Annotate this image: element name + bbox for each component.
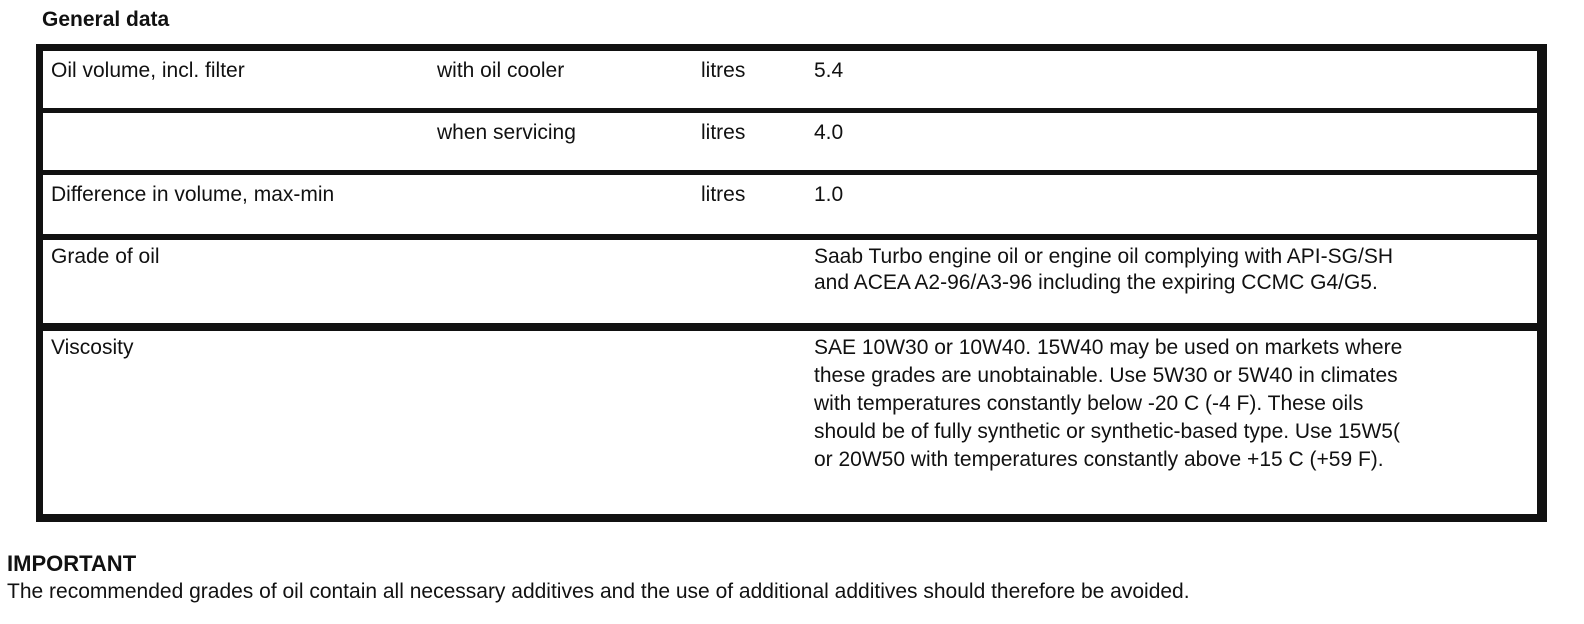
row-value: 4.0 (814, 121, 844, 144)
row-unit: litres (701, 59, 746, 82)
row-value-line: these grades are unobtainable. Use 5W30 or 5W40 in climates (814, 364, 1398, 387)
row-condition: with oil cooler (437, 59, 565, 82)
row-label: Grade of oil (51, 245, 160, 268)
row-value: 1.0 (814, 183, 844, 206)
row-label: Difference in volume, max-min (51, 183, 335, 206)
row-unit: litres (701, 183, 746, 206)
table-row (43, 51, 1537, 108)
important-heading: IMPORTANT (7, 551, 137, 576)
row-value: 5.4 (814, 59, 844, 82)
table-row (43, 175, 1537, 234)
table-row (43, 113, 1537, 170)
row-value-line: with temperatures constantly below -20 C (-4 F). These oils (814, 392, 1364, 415)
row-label: Oil volume, incl. filter (51, 59, 245, 82)
row-value-line: should be of fully synthetic or synthetic-based type. Use 15W5( (814, 420, 1400, 443)
row-label: Viscosity (51, 336, 134, 359)
row-condition: when servicing (437, 121, 576, 144)
table-row (43, 331, 1537, 514)
row-value-line: SAE 10W30 or 10W40. 15W40 may be used on markets where (814, 336, 1403, 359)
row-value-line: Saab Turbo engine oil or engine oil complying with API-SG/SH (814, 245, 1393, 268)
oil-data-table (36, 44, 1547, 522)
table-row (43, 240, 1537, 323)
row-value-line: or 20W50 with temperatures constantly above +15 C (+59 F). (814, 448, 1384, 471)
important-text: The recommended grades of oil contain all necessary additives and the use of additional additives should therefore be avoided. (7, 580, 1190, 603)
section-title: General data (42, 8, 170, 31)
row-unit: litres (701, 121, 746, 144)
row-value-line: and ACEA A2-96/A3-96 including the expiring CCMC G4/G5. (814, 271, 1378, 294)
